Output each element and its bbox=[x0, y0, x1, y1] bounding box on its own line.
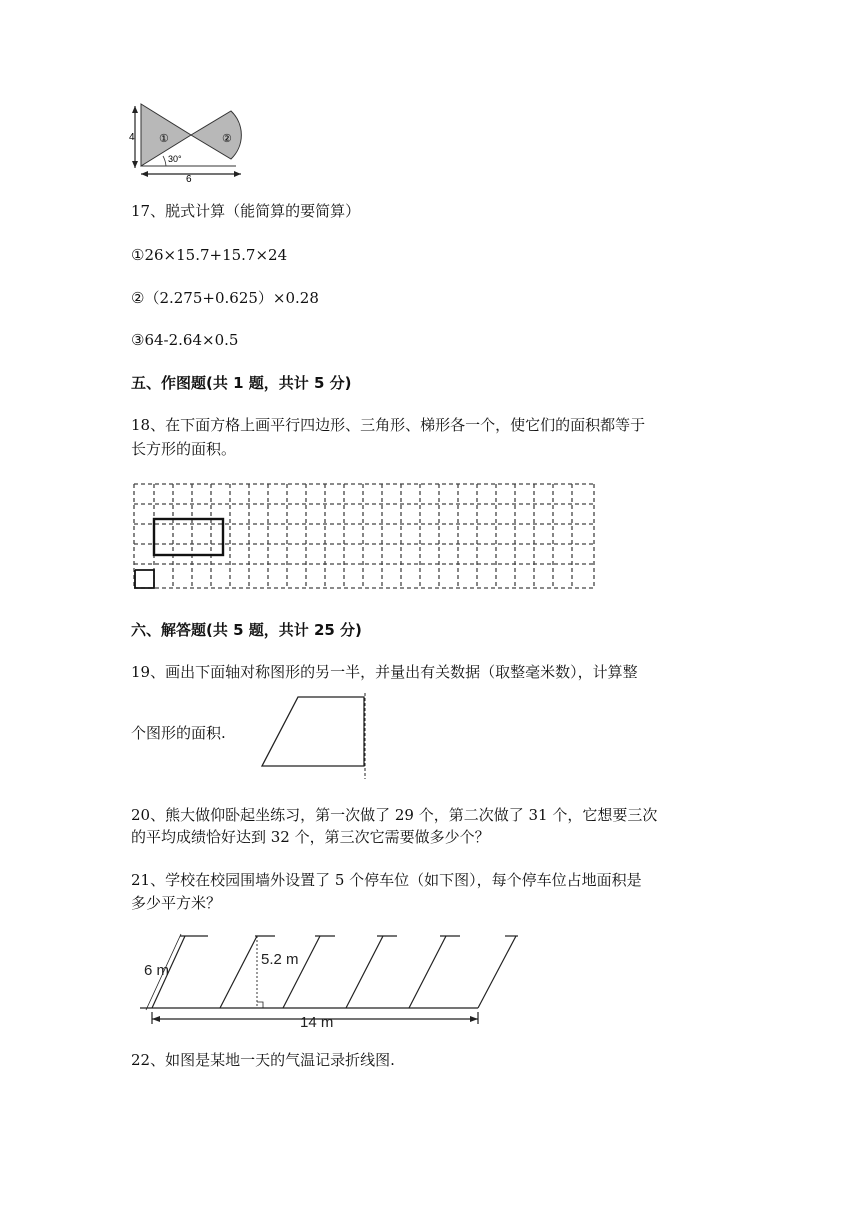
q22-line-1: 22、如图是某地一天的气温记录折线图. bbox=[131, 1051, 395, 1069]
section-5-heading: 五、作图题(共 1 题，共计 5 分) bbox=[131, 374, 352, 392]
region-2-label: ② bbox=[222, 133, 232, 145]
q19-figure bbox=[258, 693, 374, 781]
q17-title: 17、脱式计算（能简算的要简算） bbox=[131, 202, 361, 220]
q18-line-1: 18、在下面方格上画平行四边形、三角形、梯形各一个，使它们的面积都等于 bbox=[131, 416, 646, 434]
q20-line-2: 的平均成绩恰好达到 32 个，第三次它需要做多少个？ bbox=[131, 828, 490, 846]
height-label: 5.2 m bbox=[261, 951, 299, 968]
q21-line-1: 21、学校在校园围墙外设置了 5 个停车位（如下图），每个停车位占地面积是 bbox=[131, 871, 642, 889]
q21-line-2: 多少平方米？ bbox=[131, 894, 222, 912]
angle-label: 30° bbox=[168, 154, 182, 164]
q20-line-1: 20、熊大做仰卧起坐练习，第一次做了 29 个，第二次做了 31 个，它想要三次 bbox=[131, 806, 658, 824]
length-label: 14 m bbox=[300, 1014, 334, 1030]
q17-item-1: ①26×15.7+15.7×24 bbox=[131, 246, 288, 264]
q19-line-1: 19、画出下面轴对称图形的另一半，并量出有关数据（取整毫米数），计算整 bbox=[131, 663, 638, 681]
q18-grid bbox=[132, 482, 598, 594]
q18-line-2: 长方形的面积。 bbox=[131, 440, 237, 458]
q19-line-2: 个图形的面积. bbox=[131, 724, 226, 742]
region-2-shape bbox=[191, 111, 241, 159]
half-trapezoid bbox=[262, 697, 364, 766]
q21-parking-figure bbox=[140, 930, 522, 1030]
q17-item-2: ②（2.275+0.625）×0.28 bbox=[131, 289, 319, 307]
q17-item-3: ③64-2.64×0.5 bbox=[131, 331, 239, 349]
region-1-label: ① bbox=[159, 133, 169, 145]
width-label: 6 bbox=[186, 174, 192, 184]
height-label: 4 bbox=[129, 132, 135, 143]
side-length-label: 6 m bbox=[144, 962, 170, 979]
section-6-heading: 六、解答题(共 5 题，共计 25 分) bbox=[131, 621, 362, 639]
q16-figure bbox=[126, 98, 256, 184]
